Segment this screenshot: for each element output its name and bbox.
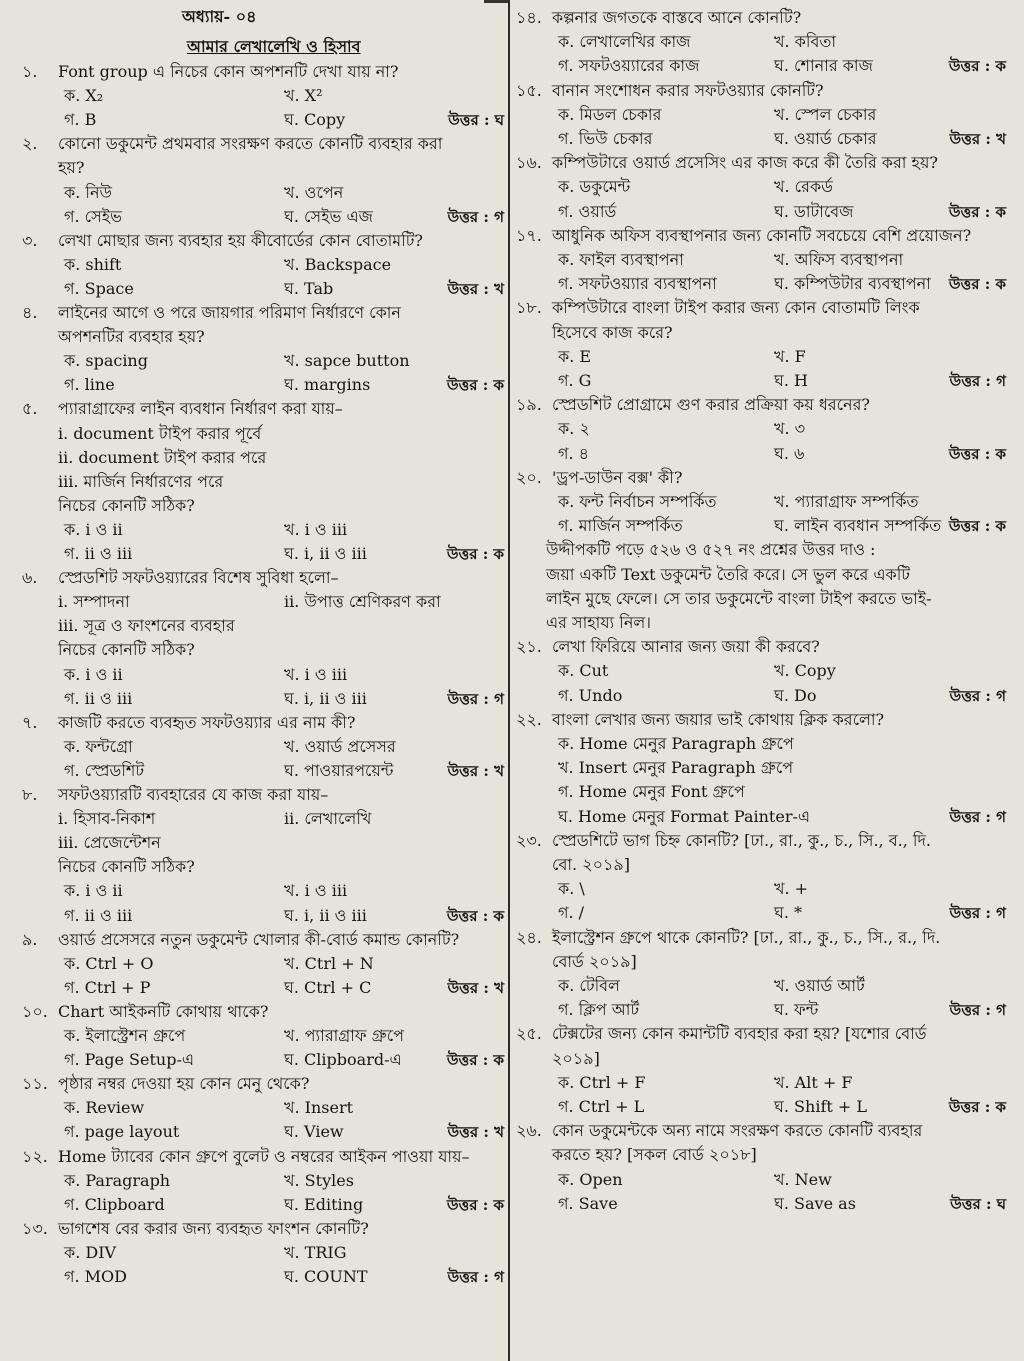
option-ka: ক. টেবিল	[558, 976, 620, 995]
option-gha: ঘ. Shift + L	[774, 1097, 867, 1116]
option-kha: খ. Insert	[284, 1098, 354, 1118]
option-ga: গ. ক্লিপ আর্ট	[558, 1000, 640, 1020]
option-ga: গ. Clipboard	[64, 1194, 165, 1214]
option-ka: ক. ২	[558, 419, 590, 439]
question-text: Chart আইকনটি কোথায় থাকে?	[58, 1001, 269, 1021]
question-number: ১১.	[22, 1074, 48, 1094]
option-ga: গ. ii ও iii	[64, 905, 133, 925]
stimulus-text: লাইন মুছে ফেলে। সে তার ডকুমেন্টে বাংলা টাইপ করতে ভাই-	[546, 588, 932, 608]
option-kha: খ. Copy	[774, 661, 836, 681]
question-text-cont: iii. মার্জিন নির্ধারণের পরে	[58, 471, 224, 491]
statement-item: i. হিসাব-নিকাশ	[58, 809, 156, 829]
question-text: স্প্রেডশিটে ভাগ চিহ্ন কোনটি? [ঢা., রা., কু., চ., সি., ব., দি.	[552, 830, 931, 850]
question-number: ২.	[22, 134, 38, 154]
question-number: ৪.	[22, 303, 38, 322]
answer-label: উত্তর : ঘ	[448, 111, 504, 130]
option-ga: গ. G	[558, 371, 592, 390]
option-kha: খ. sapce button	[284, 351, 410, 371]
option-kha: খ. i ও iii	[284, 519, 348, 539]
question-text-cont: নিচের কোনটি সঠিক?	[58, 495, 195, 515]
option-ga: গ. /	[558, 903, 585, 923]
option-gha: ঘ. শোনার কাজ	[774, 56, 873, 76]
question-number: ৩.	[22, 230, 38, 250]
option-gha: ঘ. কম্পিউটার ব্যবস্থাপনা	[774, 274, 931, 294]
option-ga: গ. ii ও iii	[64, 544, 133, 563]
chapter-title: আমার লেখালেখি ও হিসাব	[187, 37, 361, 56]
answer-label: উত্তর : ক	[948, 1098, 1006, 1116]
answer-label: উত্তর : গ	[949, 1001, 1006, 1020]
question-number: ১৮.	[516, 298, 542, 318]
option-ka: ক. E	[558, 346, 592, 366]
option-ga: গ. ভিউ চেকার	[558, 129, 653, 148]
question-text: কল্পনার জগতকে বাস্তবে আনে কোনটি?	[552, 8, 802, 27]
question-number: ১৯.	[516, 395, 542, 415]
option-ka: ক. ইলাস্ট্রেশন গ্রুপে	[64, 1026, 186, 1045]
statement-item: ii. উপাত্ত শ্রেণিকরণ করা	[284, 592, 441, 612]
option-gha: ঘ. ৬	[774, 443, 805, 463]
option-ga: গ. সফটওয়্যার ব্যবস্থাপনা	[558, 274, 717, 294]
option-ka: ক. ডকুমেন্ট	[558, 177, 631, 197]
stimulus-text: জয়া একটি Text ডকুমেন্ট তৈরি করে। সে ভুল করে একটি	[546, 564, 911, 584]
option-ga: গ. page layout	[64, 1122, 180, 1142]
question-text: টেক্সটের জন্য কোন কমান্টটি ব্যবহার করা হয়? [যশোর বোর্ড	[552, 1024, 927, 1044]
answer-label: উত্তর : গ	[949, 807, 1006, 826]
question-text-cont: অপশনটির ব্যবহার হয়?	[58, 327, 205, 347]
option-ka: ক. নিউ	[64, 182, 112, 202]
option-ga: গ. মার্জিন সম্পর্কিত	[558, 516, 683, 536]
question-number: ১০.	[22, 1001, 48, 1021]
answer-label: উত্তর : ঘ	[950, 1194, 1006, 1213]
option-kha: খ. ওপেন	[284, 182, 344, 202]
answer-label: উত্তর : গ	[447, 689, 504, 708]
question-text-cont: বোর্ড ২০১৯]	[552, 951, 637, 971]
option-gha: ঘ. লাইন ব্যবধান সম্পর্কিত	[774, 516, 942, 536]
question-text: কোনো ডকুমেন্ট প্রথমবার সংরক্ষণ করতে কোনটি ব্যবহার করা	[58, 134, 443, 154]
option-gha: ঘ. ফন্ট	[774, 1000, 819, 1020]
answer-label: উত্তর : ক	[948, 202, 1006, 221]
option-gha: ঘ. i, ii ও iii	[284, 544, 367, 563]
answer-label: উত্তর : ক	[948, 275, 1006, 294]
option-ga: গ. ওয়ার্ড	[558, 201, 617, 221]
question-number: ১৪.	[516, 8, 542, 27]
option-gha: ঘ. Do	[774, 685, 817, 705]
option-gha: ঘ. i, ii ও iii	[284, 905, 367, 925]
question-text: লেখা ফিরিয়ে আনার জন্য জয়া কী করবে?	[552, 637, 820, 657]
question-text-cont: হিসেবে কাজ করে?	[552, 322, 673, 342]
option-kha: খ. স্পেল চেকার	[774, 104, 877, 124]
answer-label: উত্তর : গ	[949, 372, 1006, 390]
option-ga: গ. Ctrl + L	[558, 1097, 645, 1116]
question-text: সফটওয়্যারটি ব্যবহারের যে কাজ করা যায়–	[58, 785, 329, 804]
option-kha: খ. ৩	[774, 419, 806, 439]
question-text: স্প্রেডশিট সফটওয়্যারের বিশেষ সুবিধা হলো–	[58, 568, 339, 588]
question-text: প্যারাগ্রাফের লাইন ব্যবধান নির্ধারণ করা যায়–	[58, 399, 343, 419]
question-text: ভাগশেষ বের করার জন্য ব্যবহৃত ফাংশন কোনটি?	[58, 1218, 369, 1238]
question-text: লেখা মোছার জন্য ব্যবহার হয় কীবোর্ডের কোন বোতামটি?	[58, 230, 424, 250]
question-text: পৃষ্ঠার নম্বর দেওয়া হয় কোন মেনু থেকে?	[58, 1074, 310, 1094]
option-kha: খ. X²	[284, 86, 323, 106]
question-number: ১.	[22, 62, 38, 81]
option-kha: খ. Backspace	[284, 254, 392, 274]
option-ga: গ. MOD	[64, 1267, 127, 1286]
question-number: ১৬.	[516, 153, 542, 173]
question-text-cont: করতে হয়? [সকল বোর্ড ২০১৮]	[552, 1145, 757, 1165]
option-ga: গ. Undo	[558, 685, 623, 705]
question-text-cont: হয়?	[58, 158, 85, 178]
answer-label: উত্তর : গ	[949, 686, 1006, 705]
option-gha: ঘ. *	[774, 903, 803, 923]
question-number: ১৩.	[22, 1218, 48, 1238]
option-kha: খ. Styles	[284, 1170, 354, 1190]
question-text: স্প্রেডশিট প্রোগ্রামে গুণ করার প্রক্রিয়া কয় ধরনের?	[552, 395, 870, 415]
question-text: কম্পিউটারে ওয়ার্ড প্রসেসিং এর কাজ করে কী তৈরি করা হয়?	[552, 153, 938, 173]
answer-label: উত্তর : ক	[446, 1195, 504, 1214]
answer-label: উত্তর : গ	[447, 207, 504, 226]
option-ga: গ. Ctrl + P	[64, 977, 151, 997]
option-ka: ক. ফন্ট নির্বাচন সম্পর্কিত	[558, 492, 717, 511]
question-text: বানান সংশোধন করার সফটওয়্যার কোনটি?	[552, 80, 824, 100]
question-text: কোন ডকুমেন্টকে অন্য নামে সংরক্ষণ করতে কোনটি ব্যবহার	[552, 1121, 923, 1141]
option-kha: খ. ওয়ার্ড প্রসেসর	[284, 736, 396, 756]
option-gha: ঘ. View	[284, 1122, 344, 1142]
question-text: কাজটি করতে ব্যবহৃত সফটওয়্যার এর নাম কী?	[58, 712, 356, 732]
option-ka: ক. Paragraph	[64, 1170, 171, 1190]
option-ka: ক. Ctrl + F	[558, 1072, 646, 1092]
answer-label: উত্তর : খ	[447, 978, 504, 997]
option-ka: ক. Ctrl + O	[64, 953, 154, 973]
question-number: ২৪.	[516, 927, 542, 947]
question-number: ১৫.	[516, 80, 542, 100]
statement-item: i. সম্পাদনা	[58, 592, 130, 612]
option-ka: ক. \	[558, 879, 585, 899]
option-ka: ক. spacing	[64, 351, 148, 371]
option-gha: ঘ. Tab	[284, 278, 334, 298]
option-ka: ক. ফন্টগ্রো	[64, 736, 133, 756]
option-ka: ক. DIV	[64, 1242, 117, 1262]
option-kha: খ. F	[774, 346, 806, 366]
option-kha: খ. i ও iii	[284, 664, 348, 684]
option-kha: খ. প্যারাগ্রাফ সম্পর্কিত	[774, 492, 919, 511]
option-ka: ক. Open	[558, 1169, 623, 1189]
answer-label: উত্তর : ক	[948, 517, 1006, 536]
stimulus-text: এর সাহায্য নিল।	[546, 613, 652, 632]
left-column	[22, 0, 504, 1361]
question-text: আধুনিক অফিস ব্যবস্থাপনার জন্য কোনটি সবচেয়ে বেশি প্রয়োজন?	[552, 225, 972, 245]
answer-label: উত্তর : খ	[447, 761, 504, 780]
answer-label: উত্তর : ক	[446, 906, 504, 925]
question-number: ৮.	[22, 785, 38, 804]
option-ga: গ. line	[64, 375, 115, 395]
option-kha: খ. New	[774, 1169, 832, 1189]
option-kha: খ. প্যারাগ্রাফ গ্রুপে	[284, 1026, 405, 1045]
option-gha: ঘ. margins	[284, 375, 371, 395]
option-kha: খ. অফিস ব্যবস্থাপনা	[774, 250, 904, 269]
statement-item: নিচের কোনটি সঠিক?	[58, 857, 195, 877]
question-number: ৫.	[22, 399, 38, 419]
right-column	[516, 0, 1006, 1361]
question-text-cont: ii. document টাইপ করার পরে	[58, 447, 267, 467]
option-item: গ. Home মেনুর Font গ্রুপে	[558, 782, 745, 802]
question-text-cont: i. document টাইপ করার পূর্বে	[58, 423, 262, 443]
option-gha: ঘ. Editing	[284, 1194, 364, 1214]
answer-label: উত্তর : ক	[948, 57, 1006, 76]
option-ga: গ. Save	[558, 1193, 618, 1213]
question-text-cont: ২০১৯]	[552, 1048, 600, 1068]
question-number: ১৭.	[516, 225, 542, 245]
question-number: ২৬.	[516, 1121, 542, 1141]
question-text: লাইনের আগে ও পরে জায়গার পরিমাণ নির্ধারণে কোন	[58, 303, 401, 322]
stimulus-text: উদ্দীপকটি পড়ে ৫২৬ ও ৫২৭ নং প্রশ্নের উত্তর দাও :	[546, 540, 876, 560]
option-ga: গ. B	[64, 110, 97, 130]
answer-label: উত্তর : খ	[447, 279, 504, 298]
option-ga: গ. ৪	[558, 443, 590, 463]
option-kha: খ. কবিতা	[774, 32, 837, 52]
question-number: ৭.	[22, 712, 38, 732]
option-gha: ঘ. Clipboard-এ	[284, 1050, 402, 1070]
statement-item: নিচের কোনটি সঠিক?	[58, 640, 195, 660]
option-ka: ক. ফাইল ব্যবস্থাপনা	[558, 250, 684, 269]
option-gha: ঘ. Ctrl + C	[284, 977, 372, 997]
question-text-cont: বো. ২০১৯]	[552, 855, 631, 874]
statement-item: iii. প্রেজেন্টেশন	[58, 833, 161, 853]
option-ga: গ. সফটওয়্যারের কাজ	[558, 56, 700, 76]
answer-label: উত্তর : খ	[949, 130, 1006, 148]
option-ga: গ. সেইভ	[64, 206, 122, 226]
answer-label: উত্তর : গ	[447, 1268, 504, 1286]
question-text: 'ড্রপ-ডাউন বক্স' কী?	[552, 467, 683, 487]
question-number: ২৫.	[516, 1024, 542, 1044]
option-kha: খ. TRIG	[284, 1242, 347, 1262]
option-gha: ঘ. সেইভ এজ	[284, 206, 373, 226]
question-number: ১২.	[22, 1146, 48, 1166]
question-text: Home ট্যাবের কোন গ্রুপে বুলেট ও নম্বরের আইকন পাওয়া যায়–	[58, 1146, 470, 1166]
question-number: ৯.	[22, 929, 38, 949]
option-ga: গ. Page Setup-এ	[64, 1050, 195, 1070]
option-gha: ঘ. Copy	[284, 110, 346, 130]
option-kha: খ. ওয়ার্ড আর্ট	[774, 976, 865, 995]
option-gha: ঘ. ওয়ার্ড চেকার	[774, 129, 877, 148]
option-ka: ক. X₂	[64, 86, 104, 106]
answer-label: উত্তর : ক	[446, 1051, 504, 1070]
option-gha: ঘ. Save as	[774, 1193, 856, 1213]
question-number: ৬.	[22, 568, 38, 588]
option-kha: খ. Alt + F	[774, 1072, 853, 1092]
option-ka: ক. Cut	[558, 661, 609, 681]
option-ka: ক. Review	[64, 1098, 145, 1118]
option-kha: খ. +	[774, 879, 809, 899]
option-gha: ঘ. i, ii ও iii	[284, 688, 367, 708]
column-divider	[508, 0, 510, 1361]
answer-label: উত্তর : গ	[949, 904, 1006, 923]
option-kha: খ. Ctrl + N	[284, 953, 374, 973]
chapter-heading: অধ্যায়- ০৪	[182, 7, 257, 26]
question-text: Font group এ নিচের কোন অপশনটি দেখা যায় না?	[58, 62, 399, 81]
answer-label: উত্তর : ক	[446, 376, 504, 395]
option-ga: গ. স্প্রেডশিট	[64, 760, 145, 780]
option-kha: খ. i ও iii	[284, 881, 348, 901]
question-number: ২৩.	[516, 830, 542, 850]
option-gha: ঘ. H	[774, 371, 809, 390]
option-ka: ক. লেখালেখির কাজ	[558, 32, 691, 52]
question-text: ওয়ার্ড প্রসেসরে নতুন ডকুমেন্ট খোলার কী-বোর্ড কমান্ড কোনটি?	[58, 929, 460, 949]
option-gha: ঘ. COUNT	[284, 1267, 368, 1286]
question-text: কম্পিউটারে বাংলা টাইপ করার জন্য কোন বোতামটি লিংক	[552, 298, 920, 318]
option-ka: ক. i ও ii	[64, 519, 123, 539]
answer-label: উত্তর : ক	[446, 545, 504, 563]
option-item: খ. Insert মেনুর Paragraph গ্রুপে	[558, 758, 794, 778]
option-item: ঘ. Home মেনুর Format Painter-এ	[558, 806, 811, 826]
option-ka: ক. i ও ii	[64, 881, 123, 901]
statement-item: ii. লেখালেখি	[284, 809, 372, 829]
option-gha: ঘ. ডাটাবেজ	[774, 201, 854, 221]
option-kha: খ. রেকর্ড	[774, 177, 833, 197]
question-number: ২২.	[516, 709, 542, 729]
option-ga: গ. ii ও iii	[64, 688, 133, 708]
question-number: ২০.	[516, 467, 542, 487]
question-text: ইলাস্ট্রেশন গ্রুপে থাকে কোনটি? [ঢা., রা., কু., চ., সি., র., দি.	[552, 927, 941, 947]
answer-label: উত্তর : খ	[447, 1123, 504, 1142]
question-text: বাংলা লেখার জন্য জয়ার ভাই কোথায় ক্লিক করলো?	[552, 709, 885, 729]
option-item: ক. Home মেনুর Paragraph গ্রুপে	[558, 734, 794, 753]
option-ka: ক. মিডল চেকার	[558, 104, 662, 124]
option-ka: ক. shift	[64, 254, 122, 274]
statement-item: iii. সূত্র ও ফাংশনের ব্যবহার	[58, 616, 235, 636]
option-ka: ক. i ও ii	[64, 664, 123, 684]
answer-label: উত্তর : ক	[948, 444, 1006, 463]
option-ga: গ. Space	[64, 278, 134, 298]
option-gha: ঘ. পাওয়ারপয়েন্ট	[284, 760, 394, 780]
question-number: ২১.	[516, 637, 542, 657]
